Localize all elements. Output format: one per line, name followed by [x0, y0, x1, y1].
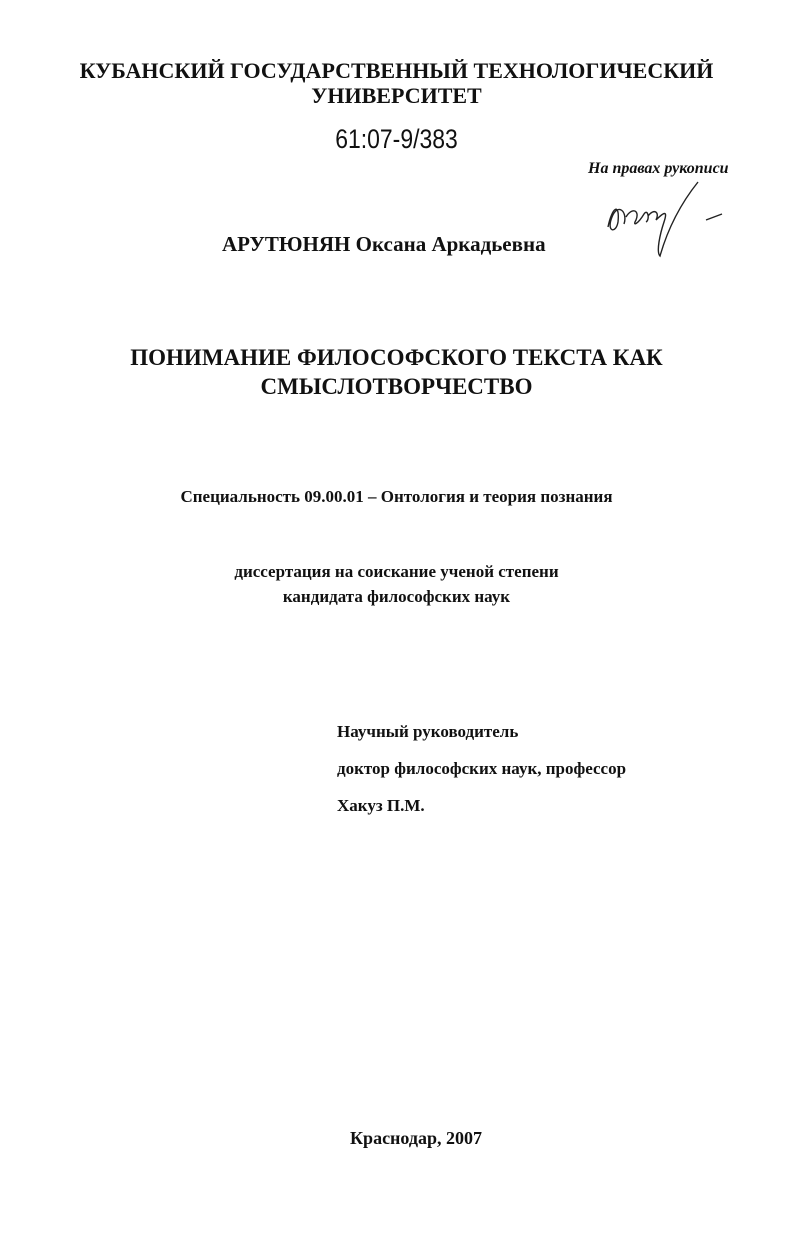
supervisor-label: Научный руководитель — [337, 722, 519, 741]
title-line-1: ПОНИМАНИЕ ФИЛОСОФСКОГО ТЕКСТА КАК — [130, 345, 663, 370]
catalog-code: 61:07-9/383 — [335, 124, 458, 154]
manuscript-note: На правах рукописи — [588, 160, 729, 177]
place-year: Краснодар, 2007 — [350, 1128, 483, 1148]
specialty: Специальность 09.00.01 – Онтология и теория познания — [180, 487, 613, 506]
supervisor-degree: доктор философских наук, профессор — [337, 759, 627, 778]
signature — [598, 172, 728, 262]
title-line-2: СМЫСЛОТВОРЧЕСТВО — [260, 374, 533, 399]
degree-line-2: кандидата философских наук — [282, 587, 511, 606]
institution-line-2: УНИВЕРСИТЕТ — [311, 83, 482, 108]
supervisor-name: Хакуз П.М. — [337, 796, 425, 815]
institution-line-1: КУБАНСКИЙ ГОСУДАРСТВЕННЫЙ ТЕХНОЛОГИЧЕСКИЙ — [79, 58, 714, 83]
degree-line-1: диссертация на соискание ученой степени — [234, 562, 559, 581]
author-name: АРУТЮНЯН Оксана Аркадьевна — [222, 232, 546, 256]
